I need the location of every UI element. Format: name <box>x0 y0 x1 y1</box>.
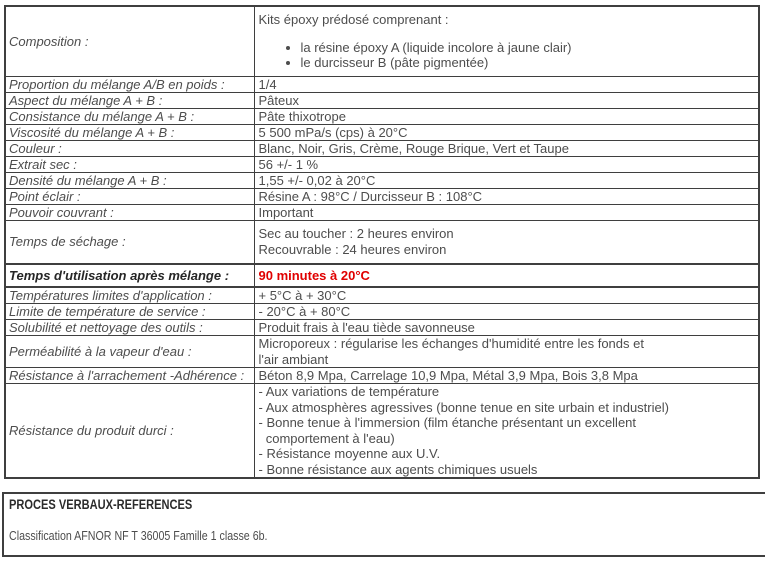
spec-value-cell: 1/4 <box>254 76 759 92</box>
spec-label-cell: Viscosité du mélange A + B : <box>5 124 254 140</box>
references-heading <box>9 497 765 513</box>
spec-value-cell: Important <box>254 204 759 220</box>
spec-bullet-item: • le durcisseur B (pâte pigmentée) <box>301 55 755 71</box>
references-classification <box>9 528 765 544</box>
spec-value-cell: Pâte thixotrope <box>254 108 759 124</box>
spec-row <box>5 92 759 108</box>
spec-value-line: - Résistance moyenne aux U.V. <box>258 446 441 461</box>
spec-label-cell: Solubilité et nettoyage des outils : <box>5 320 254 336</box>
spec-value-cell: Produit frais à l'eau tiède savonneuse <box>254 320 759 336</box>
spec-row <box>5 6 759 76</box>
spec-value-cell: + 5°C à + 30°C <box>254 287 759 304</box>
spec-value-line: Sec au toucher : 2 heures environ <box>258 226 454 242</box>
spec-value-cell <box>254 6 759 76</box>
spec-row <box>5 336 759 368</box>
references-box <box>2 492 765 557</box>
references-heading-text: PROCES VERBAUX-REFERENCES <box>9 497 193 512</box>
spec-label-cell: Temps d'utilisation après mélange : <box>5 264 254 287</box>
spec-value-cell <box>254 336 759 368</box>
spec-row <box>5 124 759 140</box>
spec-value-cell <box>254 384 759 479</box>
spec-label-cell: Extrait sec : <box>5 156 254 172</box>
spec-value-cell: Pâteux <box>254 92 759 108</box>
spec-label-cell: Composition : <box>5 6 254 76</box>
spec-label-cell: Pouvoir couvrant : <box>5 204 254 220</box>
spec-row <box>5 304 759 320</box>
spec-value-line: - Aux variations de température <box>258 384 440 399</box>
spec-label-cell: Proportion du mélange A/B en poids : <box>5 76 254 92</box>
spec-label-cell: Températures limites d'application : <box>5 287 254 304</box>
spec-value-line: comportement à l'eau) <box>258 430 395 446</box>
spec-value-cell <box>254 220 759 264</box>
spec-row <box>5 188 759 204</box>
spec-bullet-list <box>259 40 755 71</box>
spec-value-cell: 56 +/- 1 % <box>254 156 759 172</box>
spec-label-cell: Consistance du mélange A + B : <box>5 108 254 124</box>
spec-label-cell: Couleur : <box>5 140 254 156</box>
spec-value-line: - Bonne tenue à l'immersion (film étanche présentant un excellent <box>258 415 637 430</box>
spec-label-cell: Point éclair : <box>5 188 254 204</box>
spec-value-intro: Kits époxy prédosé comprenant : <box>258 12 449 27</box>
spec-value-cell: Résine A : 98°C / Durcisseur B : 108°C <box>254 188 759 204</box>
spec-row <box>5 140 759 156</box>
spec-value-line: Recouvrable : 24 heures environ <box>258 241 447 257</box>
spec-row <box>5 320 759 336</box>
spec-bullet-item: • la résine époxy A (liquide incolore à jaune clair) <box>301 40 755 56</box>
spec-value-line: l'air ambiant <box>258 351 329 367</box>
spec-row <box>5 220 759 264</box>
spec-label-cell: Perméabilité à la vapeur d'eau : <box>5 336 254 368</box>
spec-row <box>5 156 759 172</box>
spec-label-cell: Résistance du produit durci : <box>5 384 254 479</box>
spec-row <box>5 76 759 92</box>
spec-row <box>5 287 759 304</box>
references-classification-text: Classification AFNOR NF T 36005 Famille 1 classe 6b. <box>9 528 268 543</box>
spec-value-cell: 1,55 +/- 0,02 à 20°C <box>254 172 759 188</box>
spec-row <box>5 108 759 124</box>
spec-label-cell: Aspect du mélange A + B : <box>5 92 254 108</box>
spec-value-line: Microporeux : régularise les échanges d'humidité entre les fonds et <box>258 336 644 351</box>
spec-value-line: - Bonne résistance aux agents chimiques usuels <box>258 461 538 477</box>
spec-value-cell: Blanc, Noir, Gris, Crème, Rouge Brique, Vert et Taupe <box>254 140 759 156</box>
spec-value-cell: 5 500 mPa/s (cps) à 20°C <box>254 124 759 140</box>
spec-value-cell: 90 minutes à 20°C <box>254 264 759 287</box>
spec-label-cell: Densité du mélange A + B : <box>5 172 254 188</box>
spec-value-line: - Aux atmosphères agressives (bonne tenue en site urbain et industriel) <box>258 399 669 415</box>
spec-row <box>5 172 759 188</box>
spec-label-cell: Temps de séchage : <box>5 220 254 264</box>
spec-row <box>5 204 759 220</box>
spec-value-cell: Béton 8,9 Mpa, Carrelage 10,9 Mpa, Métal 3,9 Mpa, Bois 3,8 Mpa <box>254 368 759 384</box>
spec-value-cell: - 20°C à + 80°C <box>254 304 759 320</box>
spec-label-cell: Limite de température de service : <box>5 304 254 320</box>
spec-label-cell: Résistance à l'arrachement -Adhérence : <box>5 368 254 384</box>
spec-table <box>4 5 760 479</box>
spec-row <box>5 368 759 384</box>
spec-row <box>5 384 759 479</box>
spec-row <box>5 264 759 287</box>
